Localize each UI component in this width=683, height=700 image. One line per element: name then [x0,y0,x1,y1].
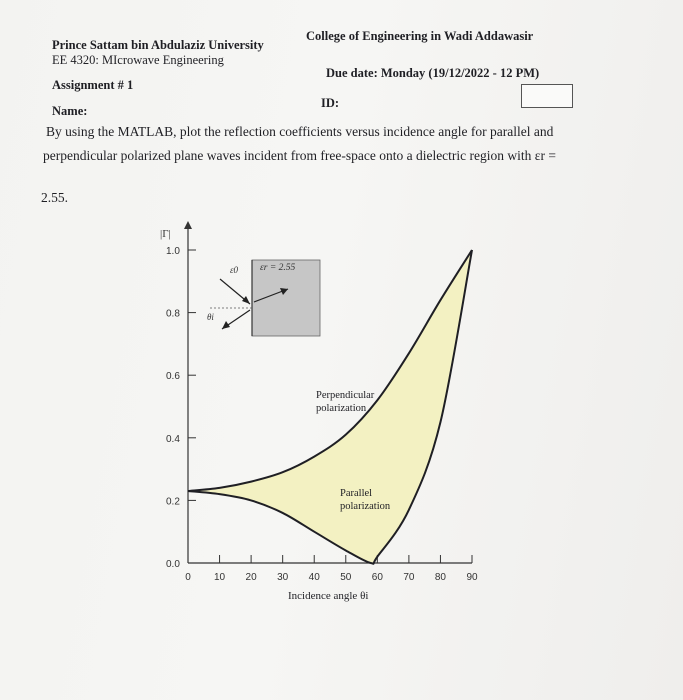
eps0-label: ε0 [230,265,239,275]
y-tick-label: 0.6 [166,371,180,383]
y-axis-arrow-icon [184,221,192,229]
x-tick-label: 90 [466,572,478,583]
y-tick-label: 0.2 [166,496,180,508]
id-answer-box[interactable] [521,84,573,108]
y-tick-label: 1.0 [166,246,180,257]
x-tick-label: 60 [371,572,383,583]
annotation-perpendicular-line-2: polarization [316,403,367,414]
y-tick-label: 0.4 [166,433,180,445]
question-line-2: perpendicular polarized plane waves incident from free-space onto a dielectric region with εr = [43,148,556,163]
annotation-parallel-line-1: Parallel [340,488,373,499]
university-name: Prince Sattam bin Abdulaziz University [52,38,264,52]
epsr-label: εr = 2.55 [260,263,296,273]
y-axis-label: |Γ| [160,228,171,240]
x-tick-label: 20 [245,572,257,583]
id-label: ID: [321,96,340,110]
x-axis-label: Incidence angle θi [288,590,369,602]
college-name: College of Engineering in Wadi Addawasir [306,29,534,43]
x-tick-label: 80 [434,572,447,583]
annotation-parallel-line-2: polarization [340,501,391,512]
x-tick-label: 70 [403,572,415,583]
x-tick-label: 10 [213,572,226,583]
question-line-1: By using the MATLAB, plot the reflection coefficients versus incidence angle for parallel and [46,124,554,139]
incidence-inset-diagram [207,260,320,336]
y-tick-label: 0.8 [166,308,180,320]
assignment-number: Assignment # 1 [52,78,134,92]
y-tick-label: 0.0 [166,559,180,570]
x-tick-label: 0 [185,572,191,583]
theta-i-label: θi [207,312,214,322]
due-date: Due date: Monday (19/12/2022 - 12 PM) [326,66,540,80]
reflection-coefficient-chart [150,215,530,610]
incident-arrow-icon [242,296,250,304]
x-tick-label: 40 [308,572,320,583]
course-title: EE 4320: MIcrowave Engineering [52,53,224,67]
question-line-3: 2.55. [41,190,68,205]
x-tick-label: 30 [277,572,289,583]
annotation-perpendicular-line-1: Perpendicular [316,390,375,401]
x-tick-label: 50 [340,572,352,583]
name-label: Name: [52,104,88,118]
